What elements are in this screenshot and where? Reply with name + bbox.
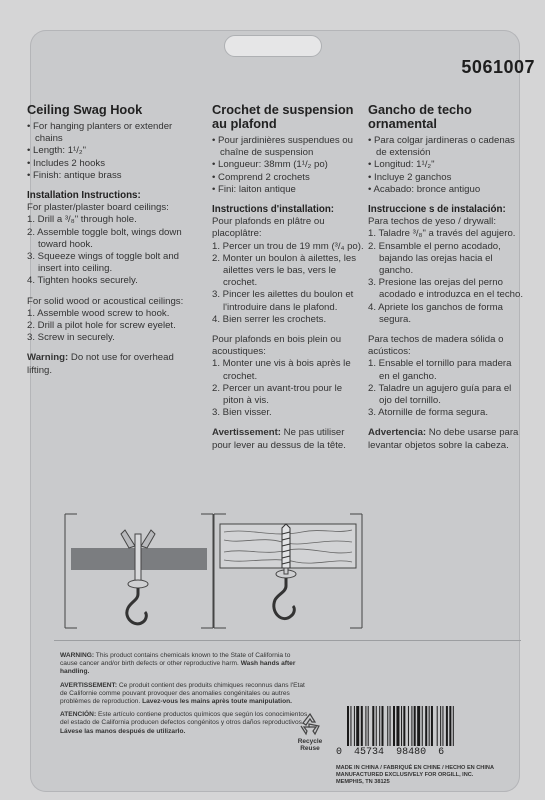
step-item: 3. Presione las orejas del perno acodado e introduzca en el techo.: [368, 277, 524, 301]
legal-text: Este artículo contiene productos químicos que según los conocimientos del estado de California producen defectos congénitos y otros daños reproductivos.: [60, 711, 308, 727]
english-title: Ceiling Swag Hook: [27, 102, 143, 117]
barcode-bar: [440, 706, 441, 746]
origin-line: MADE IN CHINA / FABRIQUÉ EN CHINE / HECHO EN CHINA: [336, 765, 494, 771]
plaster-intro: Para techos de yeso / drywall:: [368, 216, 496, 228]
manufacturer-line: MANUFACTURED EXCLUSIVELY FOR ORGILL, INC.: [336, 772, 474, 778]
barcode-bar: [396, 706, 399, 746]
feature-item: • Pour jardinières suspendues ou chaîne de suspension: [212, 135, 364, 159]
warning-text: Do not use for overhead lifting.: [27, 352, 174, 376]
toggle-wing-shape: [141, 530, 155, 548]
barcode-bar: [414, 706, 416, 746]
feature-item: • Longueur: 38mm (1¹/₂ po): [212, 159, 364, 171]
step-item: 4. Bien serrer les crochets.: [212, 313, 327, 325]
hook-shape: [127, 588, 146, 624]
footer-divider: [54, 640, 521, 641]
legal-emphasis: Lávese las manos después de utilizarlo.: [60, 727, 186, 735]
barcode-right-digit: 6: [438, 747, 445, 758]
prop65-warnings: [60, 652, 308, 741]
hook-cap-shape: [128, 580, 148, 588]
french-features: [212, 135, 364, 196]
install-heading: Instruccione s de instalación:: [368, 204, 506, 216]
barcode-bar: [411, 706, 412, 746]
wood-steps: [212, 358, 364, 419]
legal-label: AVERTISSEMENT:: [60, 681, 118, 689]
barcode-bar: [379, 706, 380, 746]
warning-text: Ne pas utiliser pour lever au dessus de la tête.: [212, 427, 346, 451]
barcode-bar: [361, 706, 363, 746]
feature-item: • Finish: antique brass: [27, 170, 187, 182]
legal-label: WARNING:: [60, 652, 95, 659]
barcode-bar: [429, 706, 430, 746]
barcode-bar: [376, 706, 377, 746]
warning-text: No debe usarse para levantar objetos sobre la cabeza.: [368, 427, 519, 451]
barcode-bar: [347, 706, 349, 746]
barcode-bar: [354, 706, 355, 746]
barcode-bar: [365, 706, 366, 746]
barcode-bar: [431, 706, 433, 746]
step-item: 4. Apriete los ganchos de forma segura.: [368, 301, 503, 325]
wood-screw-illustration: [212, 510, 364, 638]
legal-emphasis: Lavez-vous les mains après toute manipulation.: [142, 698, 292, 706]
step-item: 2. Monter un boulon à ailettes, les ailettes vers le bas, vers le crochet.: [212, 252, 356, 289]
recycle-badge: [292, 712, 328, 752]
barcode-bar: [390, 706, 391, 746]
step-item: 1. Ensable el tornillo para madera en el gancho.: [368, 358, 512, 382]
wood-intro: For solid wood or acoustical ceilings:: [27, 295, 184, 307]
step-item: 1. Assemble wood screw to hook.: [27, 307, 170, 319]
hook-shape: [274, 578, 294, 619]
warning-label: Warning:: [27, 352, 69, 364]
bolt-shape: [135, 534, 141, 584]
reuse-label: Reuse: [300, 745, 320, 752]
upc-barcode: [345, 706, 497, 746]
barcode-bar: [425, 706, 427, 746]
barcode-bar: [453, 706, 454, 746]
recycle-label: Recycle: [297, 738, 323, 745]
barcode-bar: [442, 706, 443, 746]
feature-item: • Includes 2 hooks: [27, 158, 187, 170]
barcode-bar: [382, 706, 384, 746]
barcode-digits: [336, 747, 444, 758]
wood-intro: Pour plafonds en bois plein ou acoustiques:: [212, 334, 342, 358]
warning-note: [27, 352, 187, 376]
step-item: 2. Percer un avant-trou pour le piton à vis.: [212, 382, 343, 407]
feature-item: • For hanging planters or extender chains: [27, 121, 187, 145]
feature-item: • Fini: laiton antique: [212, 184, 364, 196]
barcode-left-digit: 0: [336, 747, 343, 758]
legal-text: Ce produit contient des produits chimiques reconnus dans l'Etat de Californie comme pouvant provoquer des anomalies congénitales ou autres problèmes de reproduction.: [60, 681, 305, 706]
french-column: [212, 103, 364, 452]
step-item: 3. Atornille de forma segura.: [368, 407, 488, 419]
barcode-bar: [356, 706, 359, 746]
warning-note: [368, 427, 523, 451]
barcode-group-1: 45734: [354, 747, 385, 758]
toggle-wing-shape: [121, 530, 135, 548]
warning-en: [60, 652, 308, 677]
feature-item: • Longitud: 1¹/₂": [368, 159, 523, 171]
step-item: 3. Pincer les ailettes du boulon et l'introduire dans le plafond.: [212, 289, 354, 313]
legal-label: ATENCIÓN:: [60, 711, 97, 719]
plaster-steps: [212, 241, 364, 326]
feature-item: • Length: 1¹/₂": [27, 145, 187, 157]
barcode-bar: [350, 706, 351, 746]
barcode-bar: [403, 706, 405, 746]
feature-item: • Acabado: bronce antiguo: [368, 184, 523, 196]
toggle-bolt-illustration: [63, 510, 215, 638]
warning-label: Avertissement:: [212, 427, 281, 439]
barcode-bar: [401, 706, 402, 746]
barcode-bar: [372, 706, 374, 746]
step-item: 3. Bien visser.: [212, 407, 272, 419]
sku-number: 5061007: [461, 57, 535, 77]
step-item: 1. Monter une vis à bois après le crochet.: [212, 358, 351, 382]
barcode-bar: [387, 706, 388, 746]
plaster-intro: For plaster/plaster board ceilings:: [27, 202, 169, 214]
plaster-intro: Pour plafonds en plâtre ou placoplâtre:: [212, 216, 325, 240]
english-column: [27, 103, 187, 377]
barcode-group-2: 98480: [396, 747, 427, 758]
legal-emphasis: Wash hands after handling.: [60, 660, 296, 676]
wood-steps: [27, 308, 187, 345]
feature-item: • Comprend 2 crochets: [212, 172, 364, 184]
install-heading: Installation Instructions:: [27, 190, 141, 202]
hang-hole: [224, 35, 322, 57]
step-item: 2. Taladre un agujero guía para el ojo del tornillo.: [368, 382, 512, 407]
spanish-title: Gancho de techo ornamental: [368, 102, 472, 131]
recycle-icon: [297, 712, 323, 736]
address-line: MEMPHIS, TN 38125: [336, 779, 390, 785]
step-item: 4. Tighten hooks securely.: [27, 275, 138, 287]
barcode-bar: [393, 706, 395, 746]
wood-intro: Para techos de madera sólida o acústicos:: [368, 334, 504, 358]
plaster-steps: [368, 228, 523, 326]
spanish-features: [368, 135, 523, 196]
barcode-bar: [446, 706, 448, 746]
legal-text: This product contains chemicals known to the State of California to cause cancer and/or birth defects or other reproductive harm.: [60, 652, 291, 668]
barcode-bar: [422, 706, 423, 746]
step-item: 1. Drill a ³/₈" through hole.: [27, 214, 137, 226]
step-item: 1. Percer un trou de 19 mm (³/₄ po).: [212, 240, 364, 252]
step-item: 2. Ensamble el perno acodado, bajando las orejas hacia el gancho.: [368, 240, 501, 277]
feature-item: • Incluye 2 ganchos: [368, 172, 523, 184]
step-item: 2. Drill a pilot hole for screw eyelet.: [27, 320, 176, 332]
barcode-bar: [417, 706, 420, 746]
step-item: 3. Squeeze wings of toggle bolt and insert into ceiling.: [27, 251, 180, 275]
barcode-bar: [408, 706, 409, 746]
barcode-bar: [449, 706, 451, 746]
barcode-bar: [437, 706, 438, 746]
english-features: [27, 121, 187, 182]
barcode-bar: [368, 706, 369, 746]
step-item: 3. Screw in securely.: [27, 332, 115, 344]
warning-fr: [60, 682, 308, 707]
french-title: Crochet de suspension au plafond: [212, 102, 354, 131]
step-item: 2. Assemble toggle bolt, wings down toward hook.: [27, 226, 182, 250]
step-item: 1. Taladre ³/₈" a través del agujero.: [368, 228, 516, 240]
warning-note: [212, 427, 364, 451]
feature-item: • Para colgar jardineras o cadenas de extensión: [368, 135, 523, 159]
manufacturer-info: [336, 765, 516, 786]
warning-label: Advertencia:: [368, 427, 427, 439]
spanish-column: [368, 103, 523, 452]
warning-es: [60, 711, 308, 736]
wood-steps: [368, 358, 523, 419]
install-heading: Instructions d'installation:: [212, 204, 335, 216]
plaster-steps: [27, 214, 187, 287]
